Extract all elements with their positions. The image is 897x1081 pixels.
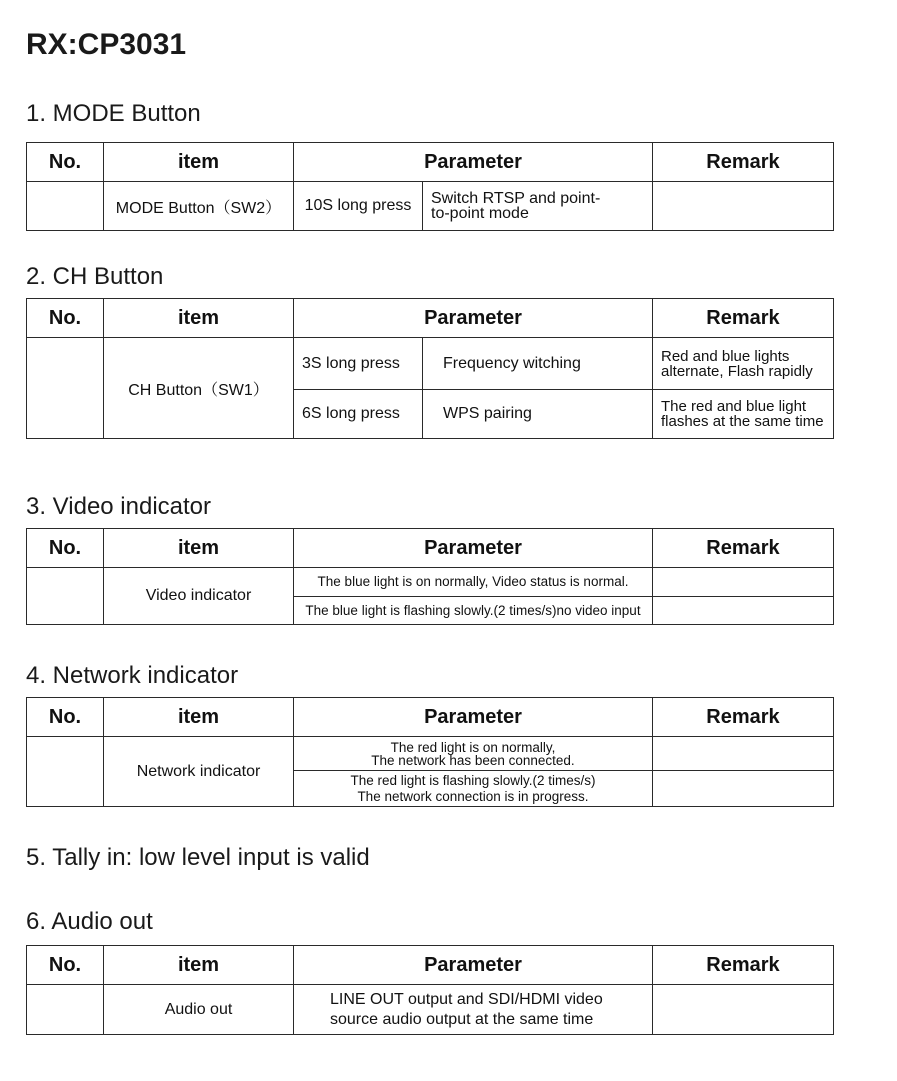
network-indicator-table: [26, 697, 834, 807]
remark-line: flashes at the same time: [661, 413, 824, 430]
remark-line: The red and blue light: [661, 398, 807, 415]
item-cell: Video indicator: [104, 568, 294, 625]
parameter-line: LINE OUT output and SDI/HDMI video: [330, 990, 603, 1008]
table-row: [27, 985, 834, 1035]
remark-cell: [653, 597, 834, 625]
mode-section-heading: 1. MODE Button: [26, 100, 201, 127]
remark-line: alternate, Flash rapidly: [661, 362, 813, 380]
table-header-row: [27, 143, 834, 182]
table-header-row: [27, 698, 834, 737]
action-line: to-point mode: [431, 205, 529, 222]
item-cell: Audio out: [104, 985, 294, 1035]
audio-section-heading: 6. Audio out: [26, 908, 153, 935]
no-cell: [27, 985, 104, 1035]
remark-cell: [653, 568, 834, 597]
header-item: item: [104, 143, 294, 182]
header-remark: Remark: [653, 529, 834, 568]
remark-cell: [653, 985, 834, 1035]
header-parameter: Parameter: [294, 143, 653, 182]
remark-cell: [653, 737, 834, 771]
tally-section-heading: 5. Tally in: low level input is valid: [26, 844, 370, 871]
table-row: [27, 568, 834, 597]
press-cell: 6S long press: [294, 390, 423, 439]
audio-out-table: [26, 945, 834, 1035]
remark-cell: [653, 390, 834, 439]
header-no: No.: [27, 946, 104, 985]
item-cell: MODE Button（SW2）: [104, 182, 294, 231]
action-cell: Frequency witching: [423, 338, 653, 390]
table-header-row: [27, 529, 834, 568]
press-cell: 10S long press: [294, 182, 423, 231]
parameter-line: The red light is on normally,: [390, 739, 556, 755]
page-title: RX:CP3031: [26, 28, 187, 61]
action-cell: WPS pairing: [423, 390, 653, 439]
header-parameter: Parameter: [294, 946, 653, 985]
action-cell: [423, 182, 653, 231]
table-row: [27, 338, 834, 390]
parameter-cell: [294, 771, 653, 807]
ch-button-table: [26, 298, 834, 439]
remark-cell: [653, 338, 834, 390]
no-cell: [27, 737, 104, 807]
header-item: item: [104, 946, 294, 985]
press-cell: 3S long press: [294, 338, 423, 390]
header-item: item: [104, 698, 294, 737]
video-indicator-table: [26, 528, 834, 625]
header-no: No.: [27, 529, 104, 568]
header-no: No.: [27, 698, 104, 737]
header-remark: Remark: [653, 698, 834, 737]
header-item: item: [104, 529, 294, 568]
video-section-heading: 3. Video indicator: [26, 493, 212, 520]
header-no: No.: [27, 299, 104, 338]
parameter-cell: [294, 985, 653, 1035]
item-cell: Network indicator: [104, 737, 294, 807]
header-remark: Remark: [653, 143, 834, 182]
item-cell: CH Button（SW1）: [104, 338, 294, 439]
header-remark: Remark: [653, 946, 834, 985]
header-item: item: [104, 299, 294, 338]
no-cell: [27, 568, 104, 625]
header-parameter: Parameter: [294, 299, 653, 338]
ch-section-heading: 2. CH Button: [26, 263, 164, 290]
parameter-line: source audio output at the same time: [330, 1010, 594, 1028]
parameter-cell: [294, 737, 653, 771]
action-line: Switch RTSP and point-: [431, 190, 601, 207]
parameter-line: The network has been connected.: [371, 752, 575, 768]
parameter-cell: The blue light is on normally, Video status is normal.: [294, 568, 653, 597]
header-parameter: Parameter: [294, 698, 653, 737]
no-cell: [27, 182, 104, 231]
parameter-cell: The blue light is flashing slowly.(2 times/s)no video input: [294, 597, 653, 625]
parameter-line: The network connection is in progress.: [357, 788, 589, 804]
remark-cell: [653, 771, 834, 807]
header-no: No.: [27, 143, 104, 182]
network-section-heading: 4. Network indicator: [26, 662, 239, 689]
table-header-row: [27, 299, 834, 338]
no-cell: [27, 338, 104, 439]
header-parameter: Parameter: [294, 529, 653, 568]
remark-line: Red and blue lights: [661, 347, 790, 365]
table-header-row: [27, 946, 834, 985]
table-row: [27, 182, 834, 231]
table-row: [27, 737, 834, 771]
header-remark: Remark: [653, 299, 834, 338]
parameter-line: The red light is flashing slowly.(2 times/s): [350, 772, 596, 788]
mode-button-table: [26, 142, 834, 231]
remark-cell: [653, 182, 834, 231]
